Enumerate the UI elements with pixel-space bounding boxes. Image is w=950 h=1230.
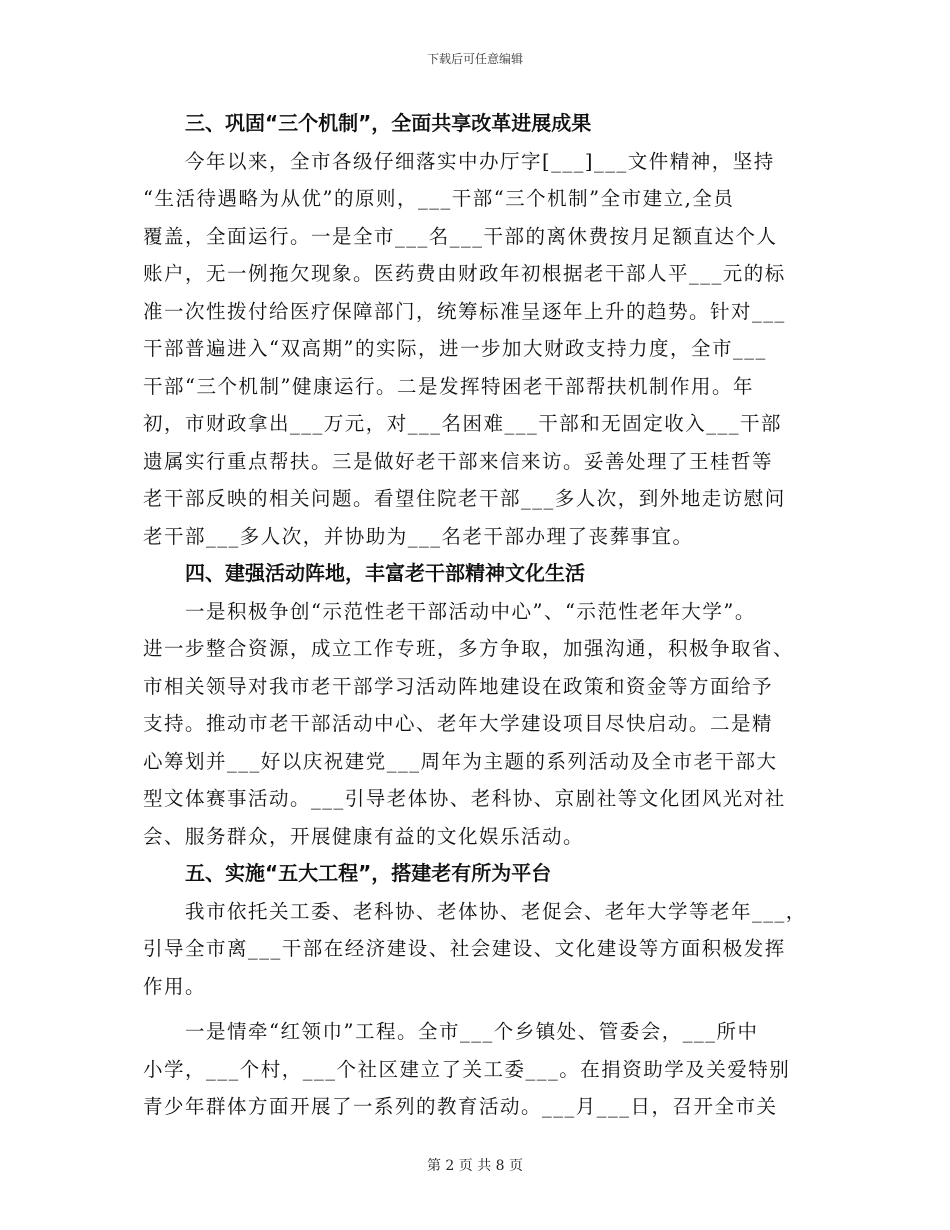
page-footer: 第 2 页 共 8 页: [426, 1158, 524, 1174]
section-heading-5: 五、实施“五大工程”，搭建老有所为平台: [185, 861, 552, 885]
paragraph: 今年以来，全市各级仔细落实中办厅字[___]___文件精神，坚持 “生活待遇略为从优”的原则，___干部“三个机制”全市建立,全员 覆盖，全面运行。一是全市___名___干部的离休费按月足额直达个人 账户，无一例拖欠现象。医药费由财政年初根据老干部人平___元的标 准一次性拨付给医疗保障部门，统筹标准呈逐年上升的趋势。针对___ 干部普遍进入“双高期”的实际，进一步加大财政支持力度，全市___ 干部“三个机制”健康运行。二是发挥特困老干部帮扶机制作用。年 初，市财政拿出___万元，对___名困难___干部和无固定收入___干部 遗属实行重点帮扶。三是做好老干部来信来访。妥善处理了王桂哲等 老干部反映的相关问题。看望住院老干部___多人次，到外地走访慰问 老干部___多人次，并协助为___名老干部办理了丧葬事宜。: [143, 149, 786, 548]
paragraph: 我市依托关工委、老科协、老体协、老促会、老年大学等老年___， 引导全市离___干部在经济建设、社会建设、文化建设等方面积极发挥 作用。: [143, 899, 807, 998]
section-heading-4: 四、建强活动阵地，丰富老干部精神文化生活: [185, 561, 585, 585]
section-heading-3: 三、巩固“三个机制”，全面共享改革进展成果: [185, 111, 592, 135]
paragraph-spacer: [143, 1005, 808, 1013]
page-header: 下载后可任意编辑: [426, 52, 523, 66]
document-body: [143, 105, 808, 1126]
paragraph: 一是情牵“红领巾”工程。全市___个乡镇处、管委会，___所中 小学，___个村，___个社区建立了关工委___。在捐资助学及关爱特别 青少年群体方面开展了一系列的教育活动。___月___日，召开全市关: [143, 1020, 791, 1118]
paragraph: 一是积极争创“示范性老干部活动中心”、“示范性老年大学”。 进一步整合资源，成立工作专班，多方争取，加强沟通，积极争取省、 市相关领导对我市老干部学习活动阵地建设在政策和资金等方面给予 支持。推动市老干部活动中心、老年大学建设项目尽快启动。二是精 心筹划并___好以庆祝建党___周年为主题的系列活动及全市老干部大 型文体赛事活动。___引导老体协、老科协、京剧社等文化团风光对社 会、服务群众，开展健康有益的文化娱乐活动。: [143, 599, 795, 848]
